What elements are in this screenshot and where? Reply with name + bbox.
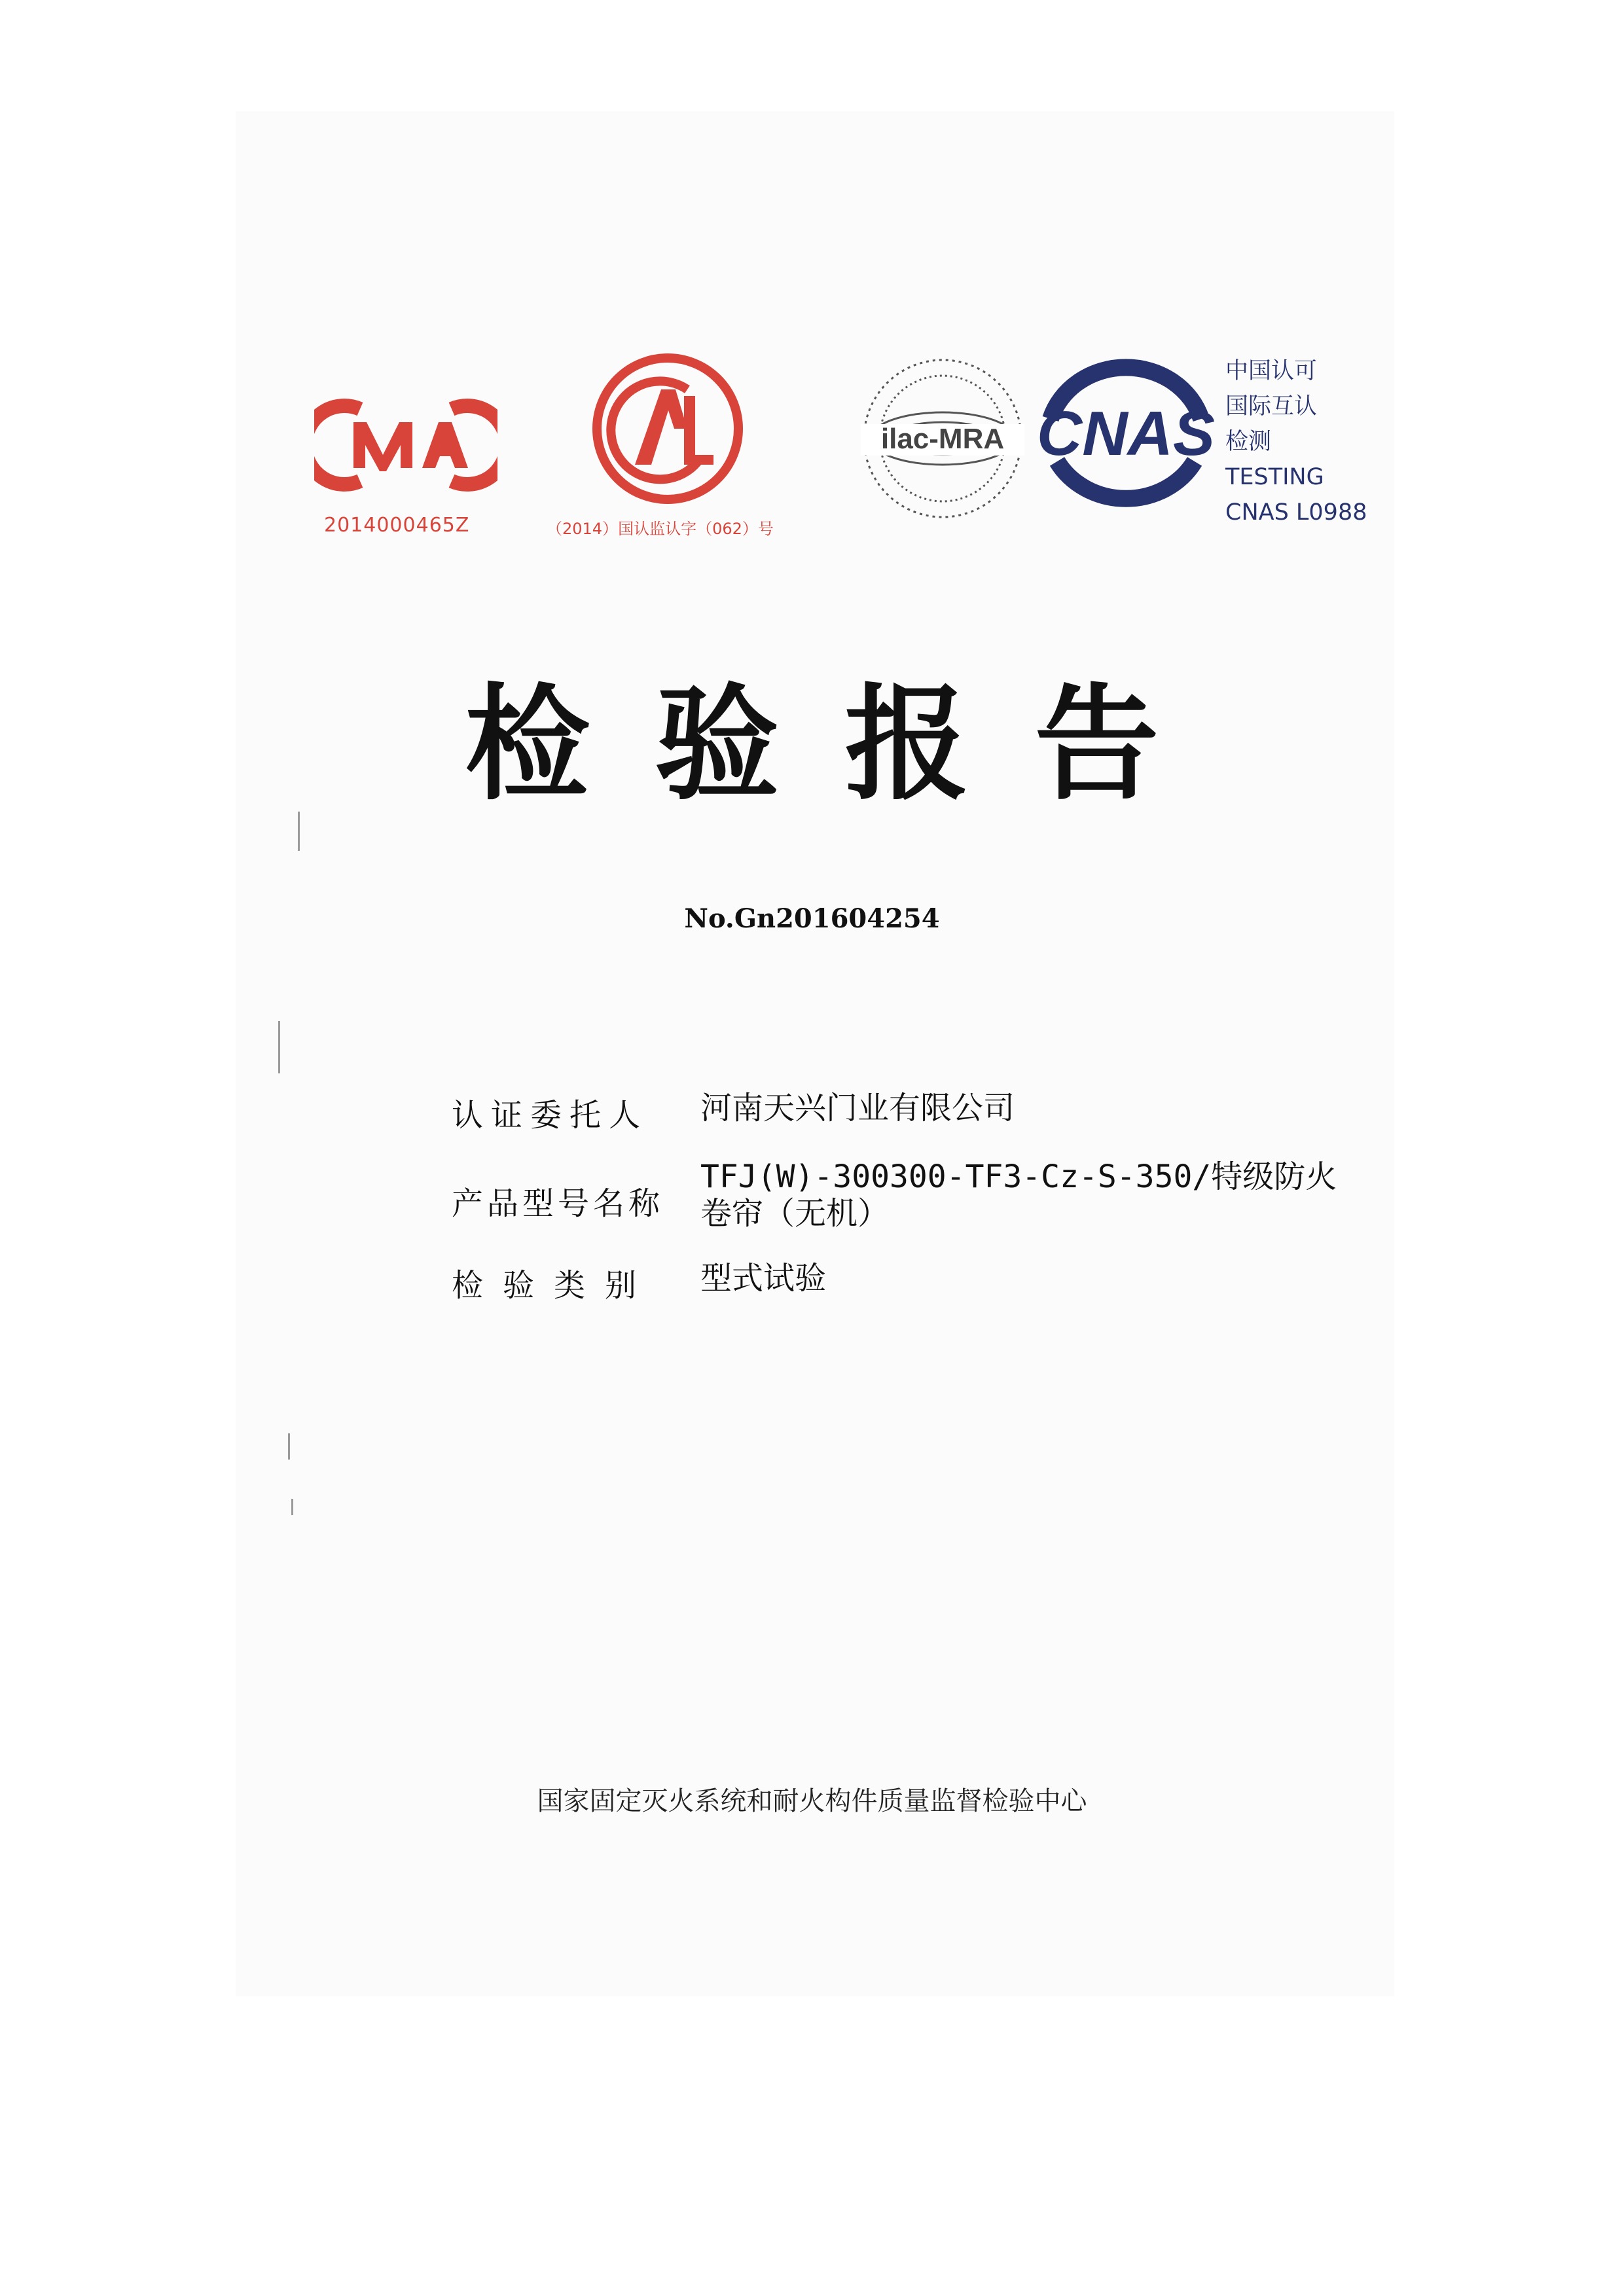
cnas-accreditation-text (1225, 353, 1367, 530)
scan-speck (288, 1433, 290, 1460)
cnas-line: 检测 (1225, 429, 1272, 455)
report-number: No.Gn201604254 (684, 903, 940, 934)
ilac-mra-logo (857, 340, 1028, 537)
cnas-line: TESTING (1225, 464, 1324, 490)
client-value: 河南天兴门业有限公司 (700, 1090, 1015, 1126)
scan-speck (291, 1499, 293, 1515)
svg-text:ilac-MRA: ilac-MRA (880, 423, 1005, 455)
cma-logo (314, 383, 497, 501)
client-label: 认证委托人 (452, 1097, 649, 1134)
cal-code: （2014）国认监认字（062）号 (547, 520, 774, 538)
inspection-type-label: 检验类别 (452, 1267, 657, 1304)
product-value: TFJ(W)-300300-TF3-Cz-S-350/特级防火卷帘（无机） (700, 1158, 1337, 1232)
scan-speck (298, 812, 300, 851)
report-title: 检验报告 (465, 672, 1225, 817)
cnas-line: CNAS L0988 (1225, 499, 1367, 526)
scan-speck (278, 1021, 280, 1073)
cma-code: 2014000465Z (324, 514, 470, 537)
cnas-line: 国际互认 (1225, 393, 1318, 420)
cnas-logo (1031, 353, 1221, 524)
svg-text:CNAS: CNAS (1036, 399, 1216, 469)
cal-logo (589, 350, 746, 507)
inspection-type-value: 型式试验 (700, 1260, 827, 1297)
issuing-organization: 国家固定灭火系统和耐火构件质量监督检验中心 (537, 1786, 1087, 1816)
product-label: 产品型号名称 (452, 1185, 664, 1222)
cnas-line: 中国认可 (1225, 358, 1318, 384)
